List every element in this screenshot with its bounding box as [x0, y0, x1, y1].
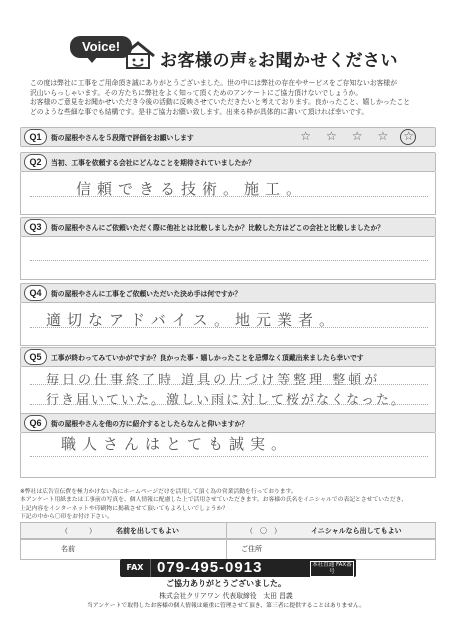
address-field[interactable]: [271, 543, 426, 555]
title-voice: 声: [230, 51, 248, 71]
page-title: [160, 46, 398, 71]
answer-text: 行き届いていた。激しい雨に対して桜がなくなった。: [46, 393, 407, 408]
fax-label: FAX: [120, 559, 151, 577]
intro-line: どのような些細な事でも結構です。是非ご協力お願い致します。出来る枠が具体的に書いて頂ければ幸いです。: [30, 107, 369, 116]
title-end: お聞かせください: [258, 51, 398, 71]
notes-block: [20, 488, 434, 522]
question-6-header: [20, 413, 436, 433]
question-3-header: [20, 217, 436, 237]
intro-line: お客様のご意見をお聞かせいただき今後の活動に反映させていただきたいと考えております。良かったこと、嬉しかったこと: [30, 98, 411, 106]
question-number: Q5: [24, 349, 47, 365]
name-label: 名前: [61, 545, 75, 553]
question-5-header: [20, 347, 436, 367]
divider: [226, 523, 227, 539]
initial-option-paren[interactable]: （ 〇 ）: [246, 527, 281, 535]
title-main: お客様の: [160, 51, 230, 71]
fax-badge: 本社直通 FAX番号: [310, 561, 354, 577]
voice-badge-tail: [86, 56, 98, 63]
note-line: 下記の中から〇印をお付け下さい。: [20, 514, 113, 521]
full-name-option-label: 名前を出してもよい: [116, 527, 179, 535]
note-line: ※弊社は広告宣伝費を極力かけない為にホームページだけを活用して頂く為の営業活動を行っております。: [20, 489, 297, 495]
answer-3-box[interactable]: [20, 237, 436, 280]
answer-line: [30, 456, 428, 457]
name-address-row: [20, 538, 436, 560]
question-number: Q2: [24, 154, 47, 170]
question-text: 街の屋根やさんを５段階で評価をお願いします: [51, 134, 194, 142]
intro-line: 沢山いらっしゃいます。その方たちに弊社をよく知って頂くためのアンケートにご協力頂けないでしょうか。: [30, 88, 363, 97]
question-number: Q4: [24, 285, 47, 301]
rating-selected-circle-icon: [398, 128, 418, 146]
note-line: 本アンケート用紙または工事前の写真を、個人情報に配慮した上で活用させていただきます。お客様の氏名をイニシャルでの表記とさせていただき、: [20, 497, 408, 504]
question-number: Q6: [24, 415, 47, 431]
footer-note: 当アンケートで取得したお客様の個人情報は厳重に管理させて頂き、第三者に提供することはありません。: [86, 603, 366, 609]
answer-line: [30, 260, 428, 261]
question-number: Q1: [24, 129, 47, 145]
intro-text: [30, 79, 426, 117]
title-small: を: [247, 58, 258, 69]
question-text: 工事が終わってみていかがですか？良かった事・嬉しかったことを忌憚なく頂戴出来ましたら幸いです: [51, 354, 364, 362]
question-2-header: [20, 152, 436, 172]
voice-badge: Voice!: [70, 36, 132, 58]
question-text: 当初、工事を依頼する会社にどんなことを期待されていましたか？: [51, 159, 255, 167]
answer-line: [30, 196, 428, 197]
answer-text: 適切なアドバイス。地元業者。: [46, 311, 341, 329]
address-label: ご住所: [241, 545, 262, 553]
footer-company: 株式会社クリアワン 代表取締役 太田 昌義: [159, 592, 293, 600]
divider: [226, 539, 227, 559]
fax-bar: [120, 559, 356, 577]
answer-text: 信頼できる技術。施工。: [76, 180, 308, 198]
intro-line: この度は弊社に工事をご用命頂き誠にありがとうございました。世の中には弊社の存在やサービスをご存知ないお客様が: [30, 79, 398, 87]
question-number: Q3: [24, 219, 47, 235]
question-1-header: [20, 127, 436, 147]
answer-text: 毎日の仕事終了時 道具の片づけ等整理 整頓が: [46, 373, 381, 388]
answer-line: [30, 404, 428, 405]
answer-4-box[interactable]: [20, 303, 436, 346]
question-text: 街の屋根やさんを他の方に紹介するとしたらなんと仰いますか？: [51, 420, 249, 428]
question-text: 街の屋根やさんにご依頼いただく際に他社とは比較しましたか？比較した方はどこの会社と比較しましたか？: [51, 224, 385, 232]
initial-option-label: イニシャルなら出してもよい: [311, 527, 402, 535]
house-logo-icon: [120, 40, 156, 70]
fax-number: 079-495-0913: [157, 559, 263, 576]
answer-line: [30, 327, 428, 328]
rating-stars[interactable]: ☆☆☆☆☆: [300, 129, 429, 143]
answer-line: [30, 384, 428, 385]
note-line: 上記内容をインターネットや印刷物に掲載させて頂いてもよろしいでしょうか？: [20, 505, 229, 512]
answer-5-box[interactable]: [20, 367, 436, 414]
footer-thanks: ご協力ありがとうございました。: [166, 579, 286, 588]
full-name-option-paren[interactable]: （ ）: [61, 527, 96, 535]
name-field[interactable]: [91, 543, 221, 555]
question-text: 街の屋根やさんに工事をご依頼いただいた決め手は何ですか？: [51, 290, 242, 298]
answer-text: 職人さんはとても誠実。: [61, 435, 293, 453]
question-4-header: [20, 283, 436, 303]
answer-2-box[interactable]: [20, 172, 436, 215]
